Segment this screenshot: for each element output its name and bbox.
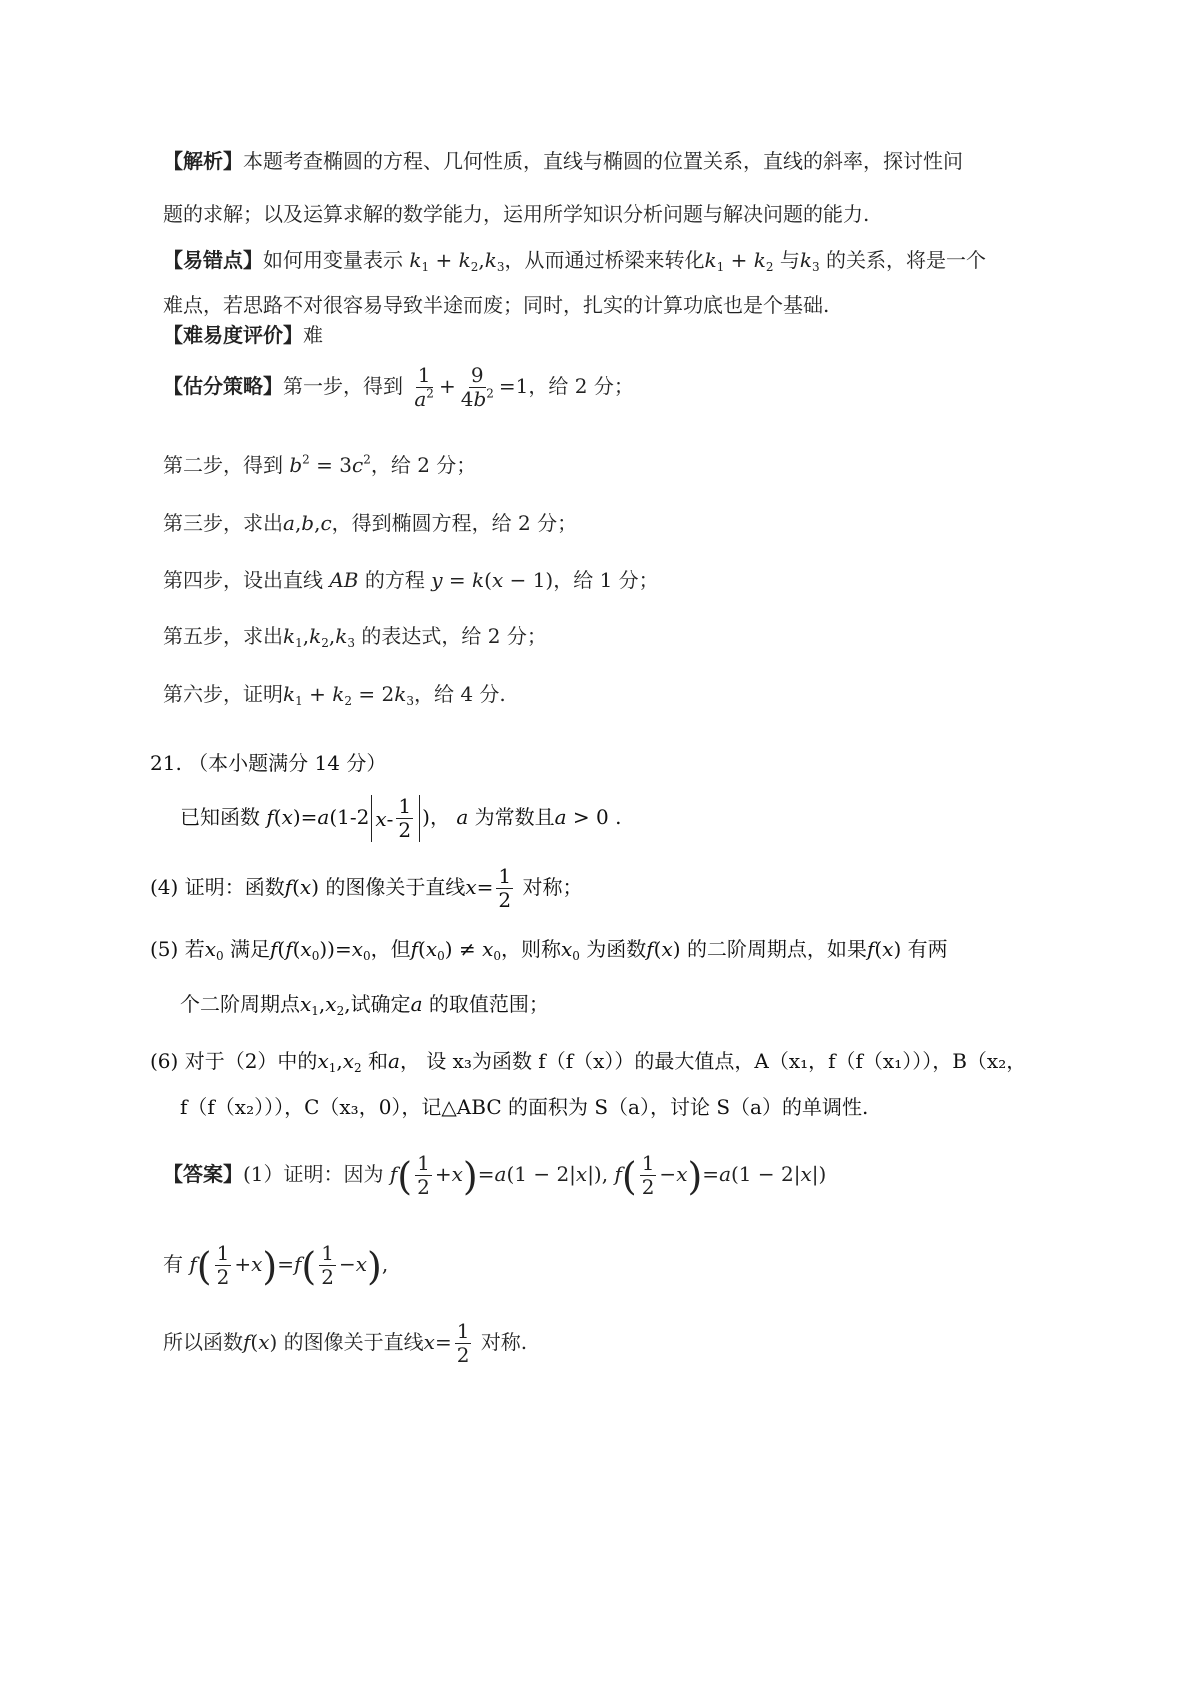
scoring-step-4 — [163, 566, 659, 594]
step2-post: ，给 2 分； — [370, 453, 477, 477]
scoring-step-5 — [163, 622, 547, 650]
q2-text-f: 的二阶周期点，如果 — [686, 937, 867, 961]
q1-label: (4) — [150, 875, 179, 899]
math-ellipse-eq: $\frac{1}{a^2}$ + $\frac{9}{4b^2}$ =1 — [414, 363, 529, 411]
math-abc: a,b,c — [283, 511, 332, 535]
q2-text-a: 若 — [184, 937, 205, 961]
given-post: 为常数且 — [474, 805, 555, 829]
q2-line2-mid: 试确定 — [350, 992, 411, 1016]
step4-mid: 的方程 — [364, 568, 425, 592]
math-answer-1: f( $\frac{1}{2}$ +x)=a(1 − 2|x|), f( $\frac{1}{2}$ −x)=a(1 − 2|x|) — [389, 1151, 827, 1199]
q2-text-c: ，但 — [370, 937, 411, 961]
math-k-sum: $k_1 + k_2 = 2k_3$ — [283, 682, 414, 709]
scoring-tag: 【估分策略】 — [163, 374, 283, 398]
problem-q2-line-2: 个二阶周期点$x_1,x_2$,试确定a 的取值范围； — [180, 992, 549, 1019]
step1-pre: 第一步，得到 — [283, 374, 403, 398]
math-k3: $k_3$ — [799, 248, 820, 275]
step2-pre: 第二步，得到 — [163, 453, 283, 477]
difficulty-tag: 【难易度评价】 — [163, 323, 303, 347]
step4-post: ，给 1 分； — [553, 568, 659, 592]
difficulty-value: 难 — [303, 323, 323, 347]
step6-pre: 第六步，证明 — [163, 682, 283, 706]
answer-line-1 — [163, 1152, 826, 1199]
analysis-tag: 【解析】 — [163, 149, 243, 173]
a1-pre: (1）证明：因为 — [243, 1162, 384, 1186]
q2-text-e: 为函数 — [586, 937, 647, 961]
scoring-step-3 — [163, 509, 577, 537]
math-k123: $k_1,k_2,k_3$ — [283, 624, 356, 651]
math-b2-3c2: $b^2 = 3c^2$ — [289, 452, 371, 477]
step1-post: ，给 2 分； — [528, 374, 634, 398]
pitfall-text-2: ，从而通过桥梁来转化 — [504, 248, 705, 272]
q3-text-c: ， 设 x₃为函数 f（f（x））的最大值点，A（x₁，f（f（x₁））），B（x₂， — [399, 1049, 1027, 1073]
q1-mid: 的图像关于直线 — [325, 875, 466, 899]
q2-text-b: 满足 — [229, 937, 270, 961]
q2-line2-pre: 个二阶周期点 — [180, 992, 300, 1016]
problem-q1: (4) 证明：函数f(x) 的图像关于直线x= $\frac{1}{2}$ 对称； — [150, 864, 583, 912]
answer-line-2 — [163, 1242, 388, 1289]
math-line-eq: y = k(x − 1) — [431, 568, 554, 592]
problem-q3-line-1: (6) 对于（2）中的$x_1,x_2$ 和a， 设 x₃为函数 f（f（x））的最大值点，A（x₁，f（f（x₁））），B（x₂， — [150, 1049, 1027, 1076]
q2-label: (5) — [150, 937, 179, 961]
q3-label: (6) — [150, 1049, 179, 1073]
math-answer-2: f( $\frac{1}{2}$ +x)=f( $\frac{1}{2}$ −x), — [189, 1241, 389, 1289]
math-k1-plus-k2: $k_1 + k_2$ — [704, 248, 774, 275]
q1-post: 对称； — [522, 875, 583, 899]
problem-q3-line-2: f（f（x₂））），C（x₃，0），记△ABC 的面积为 S（a），讨论 S（a）的单调性. — [180, 1095, 869, 1119]
a3-post: 对称. — [480, 1330, 528, 1354]
analysis-text-1: 本题考查椭圆的方程、几何性质，直线与椭圆的位置关系，直线的斜率，探讨性问 — [243, 149, 963, 173]
step6-post: ，给 4 分. — [413, 682, 506, 706]
math-f-def: f(x)=a(1-2 x - $\frac{1}{2}$ ) — [266, 794, 430, 842]
a3-mid: 的图像关于直线 — [283, 1330, 424, 1354]
pitfall-text-3: 与 — [779, 248, 800, 272]
step4-pre: 第四步，设出直线 — [163, 568, 323, 592]
a2-pre: 有 — [163, 1252, 183, 1276]
answer-line-3: 所以函数f(x) 的图像关于直线x= $\frac{1}{2}$ 对称. — [163, 1319, 528, 1367]
step5-pre: 第五步，求出 — [163, 624, 283, 648]
q3-text-a: 对于（2）中的 — [184, 1049, 318, 1073]
problem-header: 21. （本小题满分 14 分） — [150, 751, 387, 775]
answer-tag: 【答案】 — [163, 1162, 243, 1186]
math-k1-k2-k3: $k_1 + k_2,k_3$ — [409, 248, 505, 275]
math-AB: AB — [329, 568, 359, 592]
step3-pre: 第三步，求出 — [163, 511, 283, 535]
a3-pre: 所以函数 — [163, 1330, 243, 1354]
pitfall-tag: 【易错点】 — [163, 248, 263, 272]
scoring-step-6 — [163, 680, 506, 708]
analysis-line-2: 题的求解；以及运算求解的数学能力，运用所学知识分析问题与解决问题的能力. — [163, 202, 870, 226]
step3-post: ，得到椭圆方程，给 2 分； — [331, 511, 578, 535]
pitfall-line-1 — [163, 246, 986, 274]
q2-text-d: ，则称 — [500, 937, 561, 961]
pitfall-text-1: 如何用变量表示 — [263, 248, 403, 272]
problem-q2-line-1: (5) 若$x_0$ 满足$f(f(x_0))=x_0$，但$f(x_0) \ne x_0$，则称$x_0$ 为函数f(x) 的二阶周期点，如果f(x) 有两 — [150, 937, 948, 964]
problem-given: 已知函数 f(x)=a(1-2 x - $\frac{1}{2}$ )， a 为常数且a > 0 . — [180, 794, 622, 842]
pitfall-text-4: 的关系，将是一个 — [826, 248, 986, 272]
analysis-line-1 — [163, 147, 963, 175]
pitfall-line-2: 难点，若思路不对很容易导致半途而废；同时，扎实的计算功底也是个基础. — [163, 293, 830, 317]
scoring-step-1 — [163, 364, 634, 411]
q2-line2-post: 的取值范围； — [428, 992, 549, 1016]
scoring-step-2 — [163, 451, 476, 479]
step5-post: 的表达式，给 2 分； — [361, 624, 547, 648]
q3-text-b: 和 — [368, 1049, 388, 1073]
q1-pre: 证明：函数 — [184, 875, 285, 899]
given-pre: 已知函数 — [180, 805, 260, 829]
difficulty-line — [163, 321, 323, 349]
q2-text-g: 有两 — [907, 937, 948, 961]
